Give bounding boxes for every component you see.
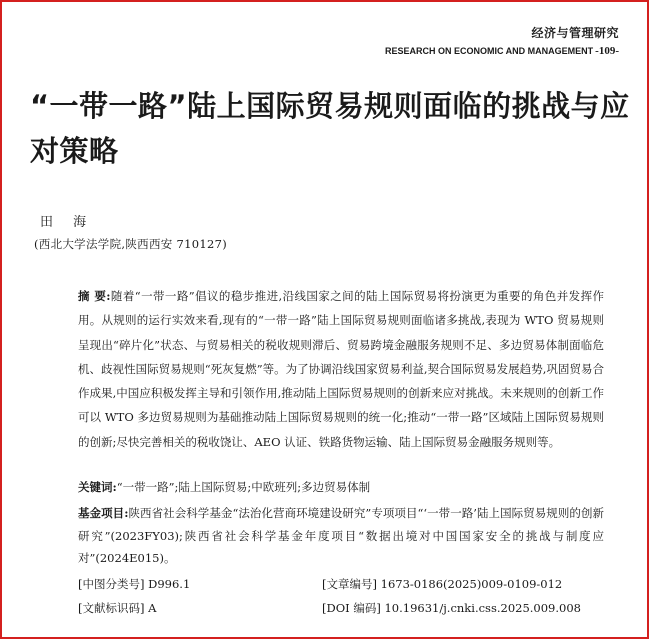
article-number-label: [文章编号] — [322, 577, 377, 591]
page-number: -109- — [595, 45, 619, 57]
clc-value: D996.1 — [148, 577, 191, 591]
keywords-label: 关键词: — [78, 480, 117, 494]
document-code-label: [文献标识码] — [78, 601, 145, 615]
funding-label: 基金项目: — [78, 506, 129, 520]
journal-name-cn: 经济与管理研究 — [531, 26, 619, 40]
doi-value: 10.19631/j.cnki.css.2025.009.008 — [384, 601, 581, 615]
clc-label: [中图分类号] — [78, 577, 145, 591]
abstract — [78, 284, 604, 454]
article-number-value: 1673-0186(2025)009-0109-012 — [380, 577, 563, 591]
abstract-label: 摘 要: — [78, 289, 111, 303]
author-affiliation: (西北大学法学院,陕西西安 710127) — [34, 237, 227, 251]
article-title: “一带一路”陆上国际贸易规则面临的挑战与应对策略 — [30, 89, 630, 168]
journal-name-en-row — [385, 41, 619, 57]
journal-header — [385, 27, 619, 57]
funding — [78, 502, 604, 570]
author-name: 田 海 — [40, 215, 95, 230]
clc-number — [78, 576, 190, 592]
doi-label: [DOI 编码] — [322, 601, 381, 615]
abstract-text: 随着“一带一路”倡议的稳步推进,沿线国家之间的陆上国际贸易将扮演更为重要的角色并发挥作用。从规则的运行实效来看,现有的“一带一路”陆上国际贸易规则面临诸多挑战,表现为 WTO 贸易规则呈现出“碎片化”状态、与贸易相关的税收规则滞后、贸易跨境金融服务规则不足、多边贸易体制面临危机、歧视性国际贸易规则“死灰复燃”等。为了协调沿线国家贸易利益,契合国际贸易发展趋势,巩固贸易合作成果,中国应积极发挥主导和引领作用,推动陆上国际贸易规则的创新来应对挑战。未来规则的创新工作可以 WTO 多边贸易规则为基础推动陆上国际贸易规则的统一化;推动“一带一路”区域陆上国际贸易规则的创新;尽快完善相关的税收饶让、AEO 认证、铁路货物运输、陆上国际贸易金融服务规则等。 — [78, 289, 604, 449]
keywords-text: “一带一路”;陆上国际贸易;中欧班列;多边贸易体制 — [116, 480, 371, 494]
funding-text: 陕西省社会科学基金“法治化营商环境建设研究”专项项目“‘一带一路’陆上国际贸易规则的创新研究”(2023FY03);陕西省社会科学基金年度项目“数据出境对中国国家安全的挑战与制度应对”(2024E015)。 — [78, 506, 604, 565]
article-number — [322, 576, 562, 592]
journal-name-en: RESEARCH ON ECONOMIC AND MANAGEMENT — [385, 46, 594, 56]
keywords — [78, 475, 604, 499]
document-code — [78, 600, 156, 616]
doi — [322, 600, 581, 616]
document-code-value: A — [148, 601, 157, 615]
